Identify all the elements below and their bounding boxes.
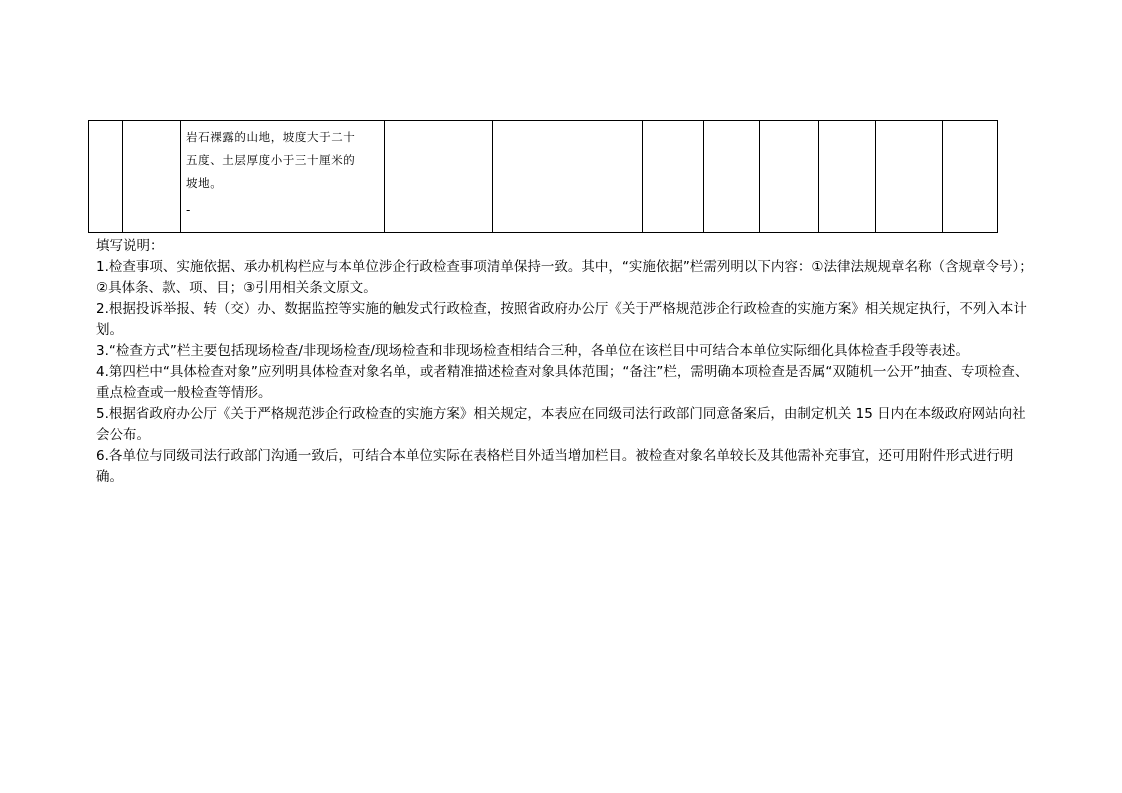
cell-mark: - (186, 203, 191, 217)
table-cell (943, 121, 998, 233)
table-cell (89, 121, 123, 233)
table-cell (760, 121, 819, 233)
note-item-6: 6.各单位与同级司法行政部门沟通一致后，可结合本单位实际在表格栏目外适当增加栏目。被检查对象名单较长及其他需补充事宜，还可用附件形式进行明确。 (96, 448, 1014, 485)
table-row (89, 121, 998, 233)
table-cell (704, 121, 760, 233)
table-cell-inspection-object (181, 121, 385, 233)
note-item-4: 4.第四栏中“具体检查对象”应列明具体检查对象名单，或者精准描述检查对象具体范围；“备注”栏，需明确本项检查是否属“双随机一公开”抽查、专项检查、重点检查或一般检查等情形。 (96, 364, 1029, 401)
note-item-2: 2.根据投诉举报、转（交）办、数据监控等实施的触发式行政检查，按照省政府办公厅《关于严格规范涉企行政检查的实施方案》相关规定执行，不列入本计划。 (96, 301, 1027, 338)
note-item-3: 3.“检查方式”栏主要包括现场检查/非现场检查/现场检查和非现场检查相结合三种，各单位在该栏目中可结合本单位实际细化具体检查手段等表述。 (96, 343, 969, 359)
notes-heading: 填写说明： (96, 238, 164, 254)
table-cell (643, 121, 704, 233)
table-cell (123, 121, 181, 233)
cell-text: 岩石裸露的山地，坡度大于二十 五度、土层厚度小于三十厘米的 坡地。 (186, 130, 356, 190)
table-cell (385, 121, 493, 233)
note-item-1: 1.检查事项、实施依据、承办机构栏应与本单位涉企行政检查事项清单保持一致。其中，“实施依据”栏需列明以下内容：①法律法规规章名称（含规章令号）；②具体条、款、项、目；③引用相关条文原文。 (96, 259, 1033, 296)
inspection-plan-table (88, 120, 998, 233)
table-cell (819, 121, 876, 233)
table-cell (493, 121, 643, 233)
filling-instructions (96, 236, 1036, 488)
table-cell (876, 121, 943, 233)
note-item-5: 5.根据省政府办公厅《关于严格规范涉企行政检查的实施方案》相关规定，本表应在同级司法行政部门同意备案后，由制定机关 15 日内在本级政府网站向社会公布。 (96, 406, 1026, 443)
